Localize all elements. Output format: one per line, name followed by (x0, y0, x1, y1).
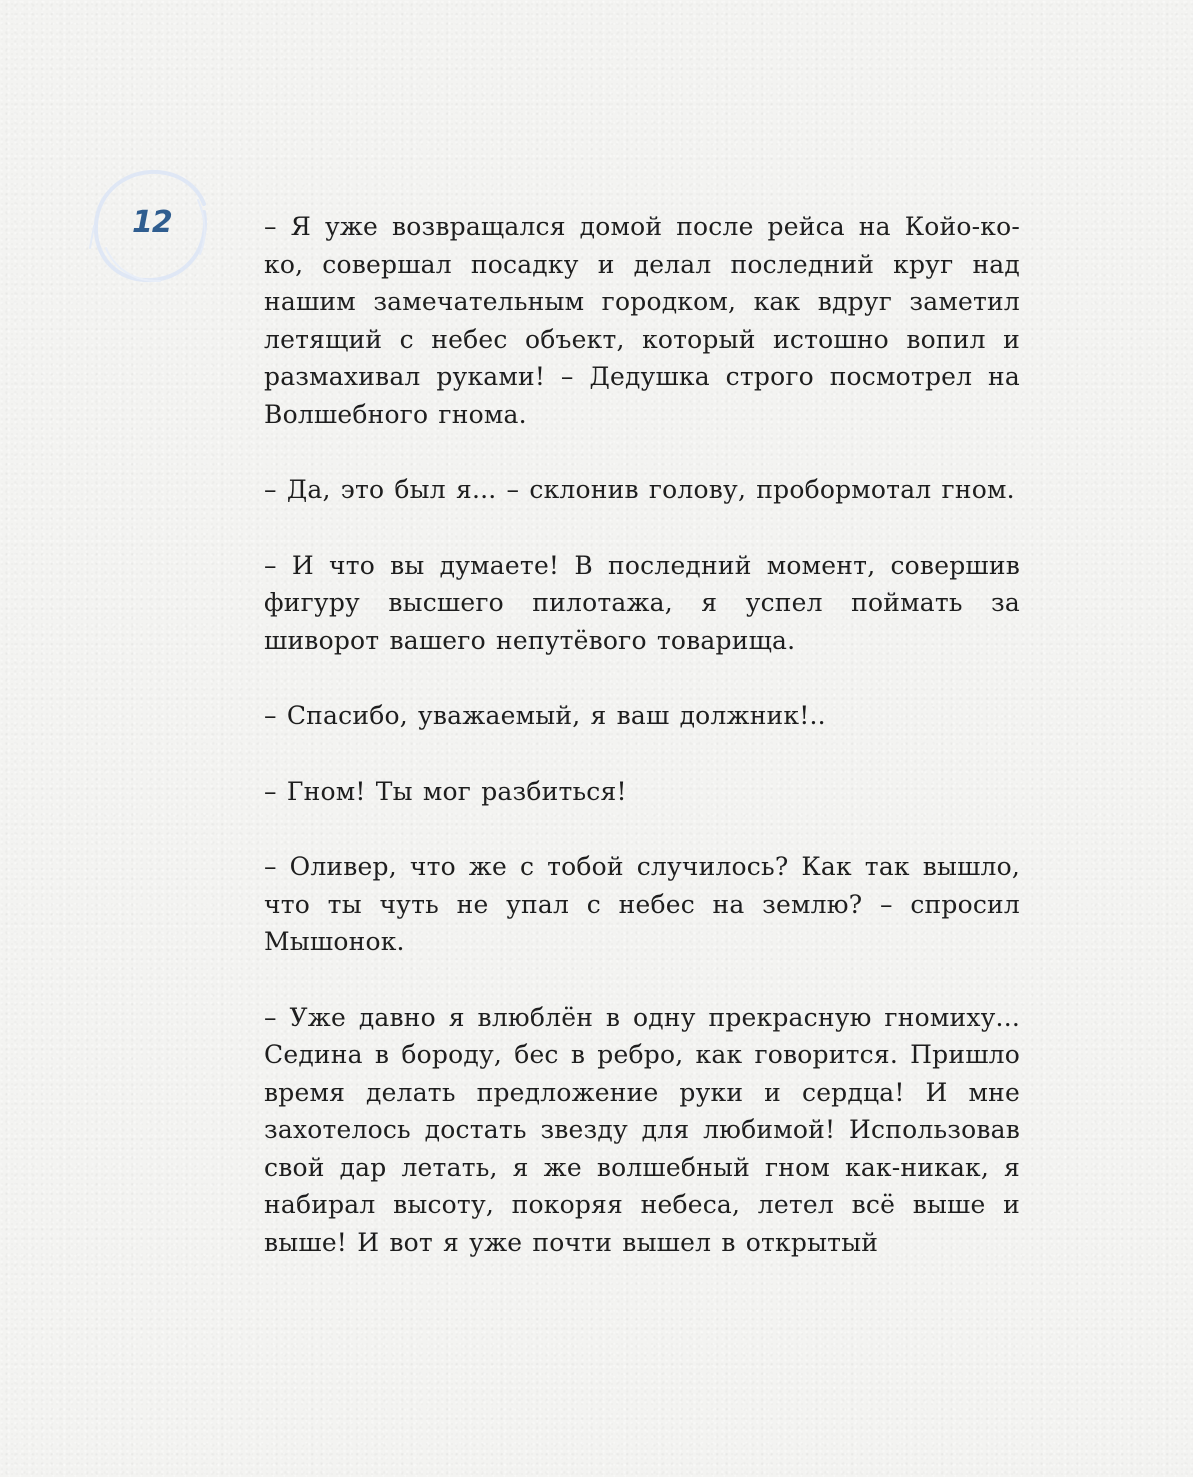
dialogue-paragraph: – Гном! Ты мог разбиться! (264, 776, 627, 806)
dialogue-paragraph: – Спасибо, уважаемый, я ваш должник!.. (264, 701, 826, 730)
page-number-badge (86, 160, 222, 296)
dialogue-paragraph: – Оливер, что же с тобой случилось? Как так вышло, что ты чуть не упал с небес на землю? – спросил Мышонок. (264, 852, 1020, 956)
text-column (264, 208, 1020, 1299)
dialogue-paragraph: – Да, это был я... – склонив голову, пробормотал гном. (264, 475, 1015, 504)
page-number: 12 (132, 205, 172, 240)
dialogue-paragraph: – Уже давно я влюблён в одну прекрасную гномиху... Седина в бороду, бес в ребро, как говорится. Пришло время делать предложение руки и сердца! И мне захотелось достать звезду для любимой! Использовав свой дар летать, я же волшебный гном как-никак, я набирал высоту, покоряя небеса, летел всё выше и выше! И вот я уже почти вышел в открытый (264, 1002, 1020, 1257)
dialogue-paragraph: – И что вы думаете! В последний момент, совершив фигуру высшего пилотажа, я успел поймать за шиворот вашего непутёвого товарища. (264, 550, 1020, 655)
dialogue-paragraph: – Я уже возвращался домой после рейса на Койо-ко-ко, совершал посадку и делал последний круг над нашим замечательным городком, как вдруг заметил летящий с небес объект, который истошно вопил и размахивал руками! – Дедушка строго посмотрел на Волшебного гнома. (264, 212, 1020, 429)
